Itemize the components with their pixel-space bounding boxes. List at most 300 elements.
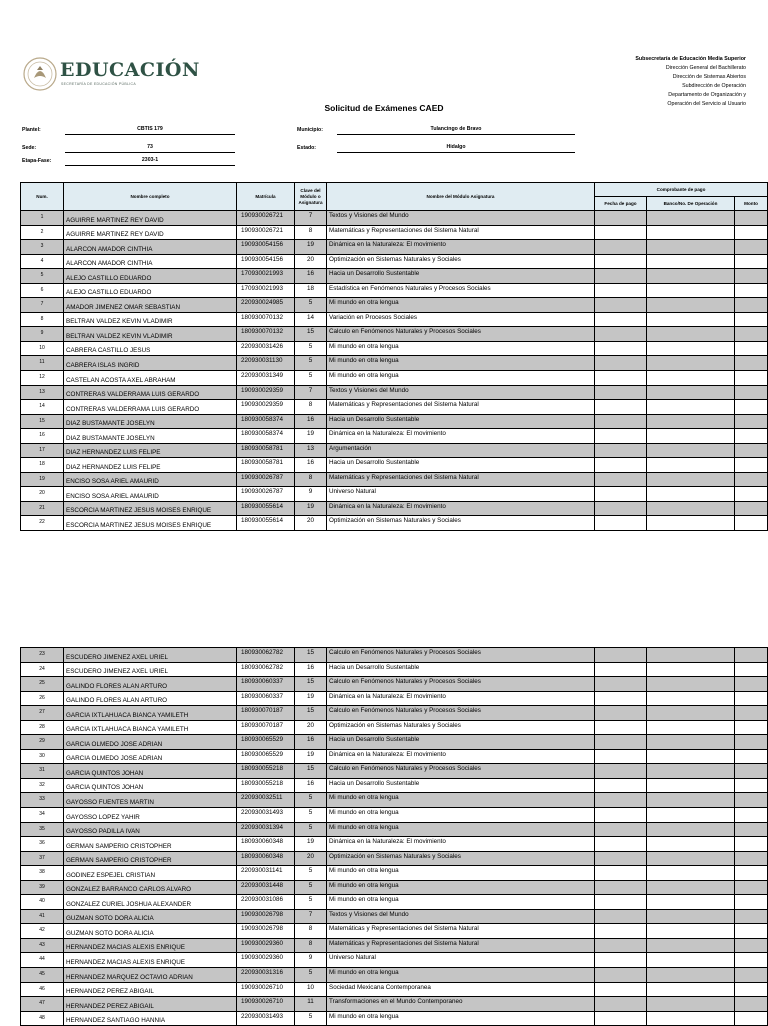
col-fecha-header: Fecha de pago <box>595 197 647 211</box>
table-row <box>21 516 768 531</box>
row-num: 48 <box>21 1011 64 1026</box>
amount-cell <box>735 283 768 298</box>
module-key: 15 <box>295 327 327 342</box>
module-key: 9 <box>295 487 327 502</box>
matricula: 180930065529 <box>237 735 295 750</box>
matricula: 190930026710 <box>237 997 295 1012</box>
row-num: 14 <box>21 400 64 415</box>
payment-date-cell <box>595 764 647 779</box>
logo-wordmark: EDUCACIÓN <box>60 59 200 81</box>
bank-operation-cell <box>647 225 735 240</box>
amount-cell <box>735 400 768 415</box>
amount-cell <box>735 909 768 924</box>
municipio-label: Municipio: <box>297 127 323 133</box>
module-name: Mi mundo en otra lengua <box>327 298 595 313</box>
amount-cell <box>735 312 768 327</box>
amount-cell <box>735 822 768 837</box>
payment-date-cell <box>595 866 647 881</box>
module-key: 15 <box>295 706 327 721</box>
amount-cell <box>735 880 768 895</box>
row-num: 28 <box>21 720 64 735</box>
row-num: 26 <box>21 691 64 706</box>
student-name: HERNANDEZ PEREZ ABIGAIL <box>64 997 237 1012</box>
row-num: 19 <box>21 472 64 487</box>
amount-cell <box>735 924 768 939</box>
table-row <box>21 677 768 692</box>
table-row <box>21 822 768 837</box>
payment-date-cell <box>595 269 647 284</box>
payment-date-cell <box>595 283 647 298</box>
amount-cell <box>735 764 768 779</box>
matricula: 220930024985 <box>237 298 295 313</box>
module-name: Mi mundo en otra lengua <box>327 808 595 823</box>
module-name: Universo Natural <box>327 953 595 968</box>
table-row <box>21 909 768 924</box>
student-name: GALINDO FLORES ALAN ARTURO <box>64 691 237 706</box>
module-name: Mi mundo en otra lengua <box>327 356 595 371</box>
bank-operation-cell <box>647 677 735 692</box>
module-key: 19 <box>295 837 327 852</box>
module-name: Calculo en Fenómenos Naturales y Procesos Sociales <box>327 677 595 692</box>
module-key: 5 <box>295 895 327 910</box>
row-num: 1 <box>21 211 64 226</box>
table-row <box>21 851 768 866</box>
student-name: AMADOR JIMENEZ OMAR SEBASTIAN <box>64 298 237 313</box>
amount-cell <box>735 648 768 663</box>
module-key: 15 <box>295 764 327 779</box>
table-row <box>21 429 768 444</box>
matricula: 190930026787 <box>237 487 295 502</box>
module-key: 7 <box>295 385 327 400</box>
amount-cell <box>735 429 768 444</box>
bank-operation-cell <box>647 997 735 1012</box>
module-key: 16 <box>295 735 327 750</box>
amount-cell <box>735 371 768 386</box>
bank-operation-cell <box>647 400 735 415</box>
payment-date-cell <box>595 472 647 487</box>
amount-cell <box>735 240 768 255</box>
row-num: 21 <box>21 501 64 516</box>
table-row <box>21 356 768 371</box>
module-key: 7 <box>295 909 327 924</box>
payment-date-cell <box>595 414 647 429</box>
row-num: 23 <box>21 648 64 663</box>
bank-operation-cell <box>647 982 735 997</box>
office-line: Dirección de Sistemas Abiertos <box>672 73 746 80</box>
module-key: 19 <box>295 501 327 516</box>
module-key: 9 <box>295 953 327 968</box>
bank-operation-cell <box>647 837 735 852</box>
bank-operation-cell <box>647 851 735 866</box>
logo-subtitle: SECRETARÍA DE EDUCACIÓN PÚBLICA <box>61 82 136 86</box>
table-row <box>21 764 768 779</box>
row-num: 3 <box>21 240 64 255</box>
module-name: Calculo en Fenómenos Naturales y Procesos Sociales <box>327 706 595 721</box>
module-name: Dinámica en la Naturaleza: El movimiento <box>327 837 595 852</box>
module-key: 8 <box>295 400 327 415</box>
amount-cell <box>735 225 768 240</box>
payment-date-cell <box>595 691 647 706</box>
table-row <box>21 269 768 284</box>
table-row <box>21 997 768 1012</box>
module-name: Hacia un Desarrollo Sustentable <box>327 269 595 284</box>
student-name: AGUIRRE MARTINEZ REY DAVID <box>64 211 237 226</box>
row-num: 45 <box>21 968 64 983</box>
module-name: Calculo en Fenómenos Naturales y Procesos Sociales <box>327 648 595 663</box>
bank-operation-cell <box>647 909 735 924</box>
amount-cell <box>735 414 768 429</box>
table-row <box>21 400 768 415</box>
matricula: 180930070187 <box>237 706 295 721</box>
student-name: CONTRERAS VALDERRAMA LUIS GERARDO <box>64 400 237 415</box>
student-name: GARCIA IXTLAHUACA BIANCA YAMILETH <box>64 706 237 721</box>
amount-cell <box>735 691 768 706</box>
amount-cell <box>735 327 768 342</box>
bank-operation-cell <box>647 778 735 793</box>
payment-date-cell <box>595 356 647 371</box>
row-num: 16 <box>21 429 64 444</box>
module-name: Matemáticas y Representaciones del Sistema Natural <box>327 225 595 240</box>
bank-operation-cell <box>647 938 735 953</box>
row-num: 27 <box>21 706 64 721</box>
module-name: Matemáticas y Representaciones del Sistema Natural <box>327 400 595 415</box>
bank-operation-cell <box>647 968 735 983</box>
estado-value: Hidalgo <box>337 143 575 153</box>
table-row <box>21 341 768 356</box>
row-num: 37 <box>21 851 64 866</box>
module-name: Hacia un Desarrollo Sustentable <box>327 414 595 429</box>
row-num: 17 <box>21 443 64 458</box>
module-name: Calculo en Fenómenos Naturales y Procesos Sociales <box>327 327 595 342</box>
amount-cell <box>735 837 768 852</box>
student-name: GAYOSSO FUENTES MARTIN <box>64 793 237 808</box>
matricula: 190930026710 <box>237 982 295 997</box>
amount-cell <box>735 516 768 531</box>
matricula: 190930026798 <box>237 909 295 924</box>
module-key: 5 <box>295 968 327 983</box>
payment-date-cell <box>595 312 647 327</box>
row-num: 11 <box>21 356 64 371</box>
bank-operation-cell <box>647 808 735 823</box>
module-name: Universo Natural <box>327 487 595 502</box>
payment-date-cell <box>595 837 647 852</box>
payment-date-cell <box>595 808 647 823</box>
matricula: 180930062782 <box>237 662 295 677</box>
col-name-header: Nombre completo <box>64 183 237 211</box>
bank-operation-cell <box>647 472 735 487</box>
payment-date-cell <box>595 793 647 808</box>
module-key: 19 <box>295 691 327 706</box>
bank-operation-cell <box>647 356 735 371</box>
student-name: GARCIA QUINTOS JOHAN <box>64 778 237 793</box>
payment-date-cell <box>595 240 647 255</box>
bank-operation-cell <box>647 516 735 531</box>
module-name: Hacia un Desarrollo Sustentable <box>327 735 595 750</box>
amount-cell <box>735 677 768 692</box>
module-name: Transformaciones en el Mundo Contemporaneo <box>327 997 595 1012</box>
bank-operation-cell <box>647 749 735 764</box>
matricula: 180930055218 <box>237 764 295 779</box>
student-name: DIAZ BUSTAMANTE JOSELYN <box>64 414 237 429</box>
sep-logo <box>22 56 200 96</box>
amount-cell <box>735 356 768 371</box>
row-num: 25 <box>21 677 64 692</box>
module-name: Mi mundo en otra lengua <box>327 866 595 881</box>
row-num: 33 <box>21 793 64 808</box>
plantel-label: Plantel: <box>22 127 41 133</box>
bank-operation-cell <box>647 501 735 516</box>
table-row <box>21 837 768 852</box>
etapa-value: 2303-1 <box>65 156 235 166</box>
amount-cell <box>735 706 768 721</box>
bank-operation-cell <box>647 953 735 968</box>
row-num: 36 <box>21 837 64 852</box>
matricula: 220930031316 <box>237 968 295 983</box>
office-info <box>635 55 746 108</box>
bank-operation-cell <box>647 895 735 910</box>
bank-operation-cell <box>647 487 735 502</box>
matricula: 220930031493 <box>237 1011 295 1026</box>
payment-date-cell <box>595 982 647 997</box>
exam-table-page-2 <box>20 647 768 1026</box>
module-key: 5 <box>295 1011 327 1026</box>
table-row <box>21 487 768 502</box>
module-key: 5 <box>295 866 327 881</box>
bank-operation-cell <box>647 720 735 735</box>
student-name: HERNANDEZ MACIAS ALEXIS ENRIQUE <box>64 938 237 953</box>
student-name: HERNANDEZ PEREZ ABIGAIL <box>64 982 237 997</box>
table-row <box>21 691 768 706</box>
row-num: 8 <box>21 312 64 327</box>
module-name: Hacia un Desarrollo Sustentable <box>327 662 595 677</box>
student-name: GONZALEZ BARRANCO CARLOS ALVARO <box>64 880 237 895</box>
amount-cell <box>735 720 768 735</box>
bank-operation-cell <box>647 269 735 284</box>
row-num: 42 <box>21 924 64 939</box>
matricula: 180930058374 <box>237 429 295 444</box>
student-name: AGUIRRE MARTINEZ REY DAVID <box>64 225 237 240</box>
table-row <box>21 706 768 721</box>
bank-operation-cell <box>647 880 735 895</box>
bank-operation-cell <box>647 764 735 779</box>
sede-value: 73 <box>65 143 235 153</box>
module-name: Optimización en Sistemas Naturales y Sociales <box>327 516 595 531</box>
amount-cell <box>735 735 768 750</box>
payment-date-cell <box>595 501 647 516</box>
col-modulo-header: Nombre del Módulo Asignatura <box>327 183 595 211</box>
bank-operation-cell <box>647 458 735 473</box>
student-name: GARCIA OLMEDO JOSE ADRIAN <box>64 749 237 764</box>
table-row <box>21 283 768 298</box>
col-banco-header: Banco/No. De Operación <box>647 197 735 211</box>
module-name: Hacia un Desarrollo Sustentable <box>327 458 595 473</box>
payment-date-cell <box>595 997 647 1012</box>
student-name: HERNANDEZ MACIAS ALEXIS ENRIQUE <box>64 953 237 968</box>
row-num: 41 <box>21 909 64 924</box>
bank-operation-cell <box>647 866 735 881</box>
table-row <box>21 298 768 313</box>
row-num: 34 <box>21 808 64 823</box>
amount-cell <box>735 895 768 910</box>
payment-date-cell <box>595 938 647 953</box>
table-row <box>21 443 768 458</box>
matricula: 180930060337 <box>237 677 295 692</box>
table-row <box>21 793 768 808</box>
module-key: 14 <box>295 312 327 327</box>
amount-cell <box>735 997 768 1012</box>
amount-cell <box>735 501 768 516</box>
matricula: 220930031086 <box>237 895 295 910</box>
matricula: 190930054156 <box>237 240 295 255</box>
payment-date-cell <box>595 385 647 400</box>
payment-date-cell <box>595 648 647 663</box>
module-key: 5 <box>295 298 327 313</box>
payment-date-cell <box>595 341 647 356</box>
module-key: 5 <box>295 341 327 356</box>
table-row <box>21 778 768 793</box>
amount-cell <box>735 443 768 458</box>
bank-operation-cell <box>647 414 735 429</box>
amount-cell <box>735 749 768 764</box>
module-name: Textos y Visiones del Mundo <box>327 385 595 400</box>
matricula: 190930029360 <box>237 953 295 968</box>
matricula: 180930055614 <box>237 516 295 531</box>
payment-date-cell <box>595 924 647 939</box>
bank-operation-cell <box>647 283 735 298</box>
row-num: 38 <box>21 866 64 881</box>
amount-cell <box>735 866 768 881</box>
amount-cell <box>735 211 768 226</box>
module-name: Calculo en Fenómenos Naturales y Procesos Sociales <box>327 764 595 779</box>
payment-date-cell <box>595 516 647 531</box>
matricula: 180930070132 <box>237 312 295 327</box>
module-name: Estadística en Fenómenos Naturales y Procesos Sociales <box>327 283 595 298</box>
matricula: 170930021993 <box>237 283 295 298</box>
row-num: 47 <box>21 997 64 1012</box>
matricula: 180930070132 <box>237 327 295 342</box>
bank-operation-cell <box>647 706 735 721</box>
amount-cell <box>735 472 768 487</box>
table-row <box>21 211 768 226</box>
module-key: 11 <box>295 997 327 1012</box>
module-key: 5 <box>295 356 327 371</box>
table-row <box>21 749 768 764</box>
module-name: Dinámica en la Naturaleza: El movimiento <box>327 240 595 255</box>
payment-date-cell <box>595 662 647 677</box>
table-row <box>21 938 768 953</box>
bank-operation-cell <box>647 443 735 458</box>
module-key: 8 <box>295 938 327 953</box>
row-num: 32 <box>21 778 64 793</box>
module-name: Mi mundo en otra lengua <box>327 968 595 983</box>
matricula: 220930031448 <box>237 880 295 895</box>
matricula: 220930031141 <box>237 866 295 881</box>
row-num: 10 <box>21 341 64 356</box>
amount-cell <box>735 851 768 866</box>
row-num: 4 <box>21 254 64 269</box>
module-key: 16 <box>295 269 327 284</box>
module-key: 19 <box>295 749 327 764</box>
module-name: Optimización en Sistemas Naturales y Sociales <box>327 720 595 735</box>
module-key: 19 <box>295 240 327 255</box>
student-name: GODINEZ ESPEJEL CRISTIAN <box>64 866 237 881</box>
municipio-value: Tulancingo de Bravo <box>337 125 575 135</box>
module-key: 16 <box>295 458 327 473</box>
module-key: 15 <box>295 677 327 692</box>
student-name: GARCIA QUINTOS JOHAN <box>64 764 237 779</box>
module-name: Matemáticas y Representaciones del Sistema Natural <box>327 472 595 487</box>
table-row <box>21 648 768 663</box>
student-name: GARCIA OLMEDO JOSE ADRIAN <box>64 735 237 750</box>
payment-date-cell <box>595 254 647 269</box>
student-name: GALINDO FLORES ALAN ARTURO <box>64 677 237 692</box>
amount-cell <box>735 778 768 793</box>
matricula: 190930026787 <box>237 472 295 487</box>
payment-date-cell <box>595 298 647 313</box>
module-name: Optimización en Sistemas Naturales y Sociales <box>327 254 595 269</box>
etapa-label: Etapa-Fase: <box>22 158 52 164</box>
bank-operation-cell <box>647 691 735 706</box>
matricula: 180930062782 <box>237 648 295 663</box>
payment-date-cell <box>595 880 647 895</box>
bank-operation-cell <box>647 648 735 663</box>
amount-cell <box>735 968 768 983</box>
matricula: 190930054156 <box>237 254 295 269</box>
amount-cell <box>735 938 768 953</box>
amount-cell <box>735 953 768 968</box>
row-num: 12 <box>21 371 64 386</box>
row-num: 20 <box>21 487 64 502</box>
module-key: 8 <box>295 225 327 240</box>
table-row <box>21 254 768 269</box>
student-name: ESCUDERO JIMENEZ AXEL URIEL <box>64 662 237 677</box>
bank-operation-cell <box>647 822 735 837</box>
payment-date-cell <box>595 720 647 735</box>
student-name: ESCORCIA MARTINEZ JESUS MOISES ENRIQUE <box>64 501 237 516</box>
row-num: 24 <box>21 662 64 677</box>
payment-date-cell <box>595 968 647 983</box>
exam-table-page-1 <box>20 182 768 531</box>
module-key: 18 <box>295 283 327 298</box>
module-name: Mi mundo en otra lengua <box>327 1011 595 1026</box>
bank-operation-cell <box>647 735 735 750</box>
module-key: 16 <box>295 778 327 793</box>
student-name: BELTRAN VALDEZ KEVIN VLADIMIR <box>64 327 237 342</box>
row-num: 9 <box>21 327 64 342</box>
matricula: 180930060348 <box>237 851 295 866</box>
table-row <box>21 327 768 342</box>
row-num: 7 <box>21 298 64 313</box>
amount-cell <box>735 808 768 823</box>
matricula: 180930058781 <box>237 443 295 458</box>
student-name: BELTRAN VALDEZ KEVIN VLADIMIR <box>64 312 237 327</box>
matricula: 190930026798 <box>237 924 295 939</box>
row-num: 35 <box>21 822 64 837</box>
payment-date-cell <box>595 749 647 764</box>
table-row <box>21 414 768 429</box>
row-num: 18 <box>21 458 64 473</box>
table-row <box>21 240 768 255</box>
table-row <box>21 720 768 735</box>
module-key: 19 <box>295 429 327 444</box>
amount-cell <box>735 982 768 997</box>
payment-date-cell <box>595 443 647 458</box>
plantel-value: CBTIS 179 <box>65 125 235 135</box>
table-row <box>21 458 768 473</box>
col-monto-header: Monto <box>735 197 768 211</box>
student-name: GAYOSSO LOPEZ YAHIR <box>64 808 237 823</box>
office-line: Operación del Servicio al Usuario <box>667 100 746 107</box>
